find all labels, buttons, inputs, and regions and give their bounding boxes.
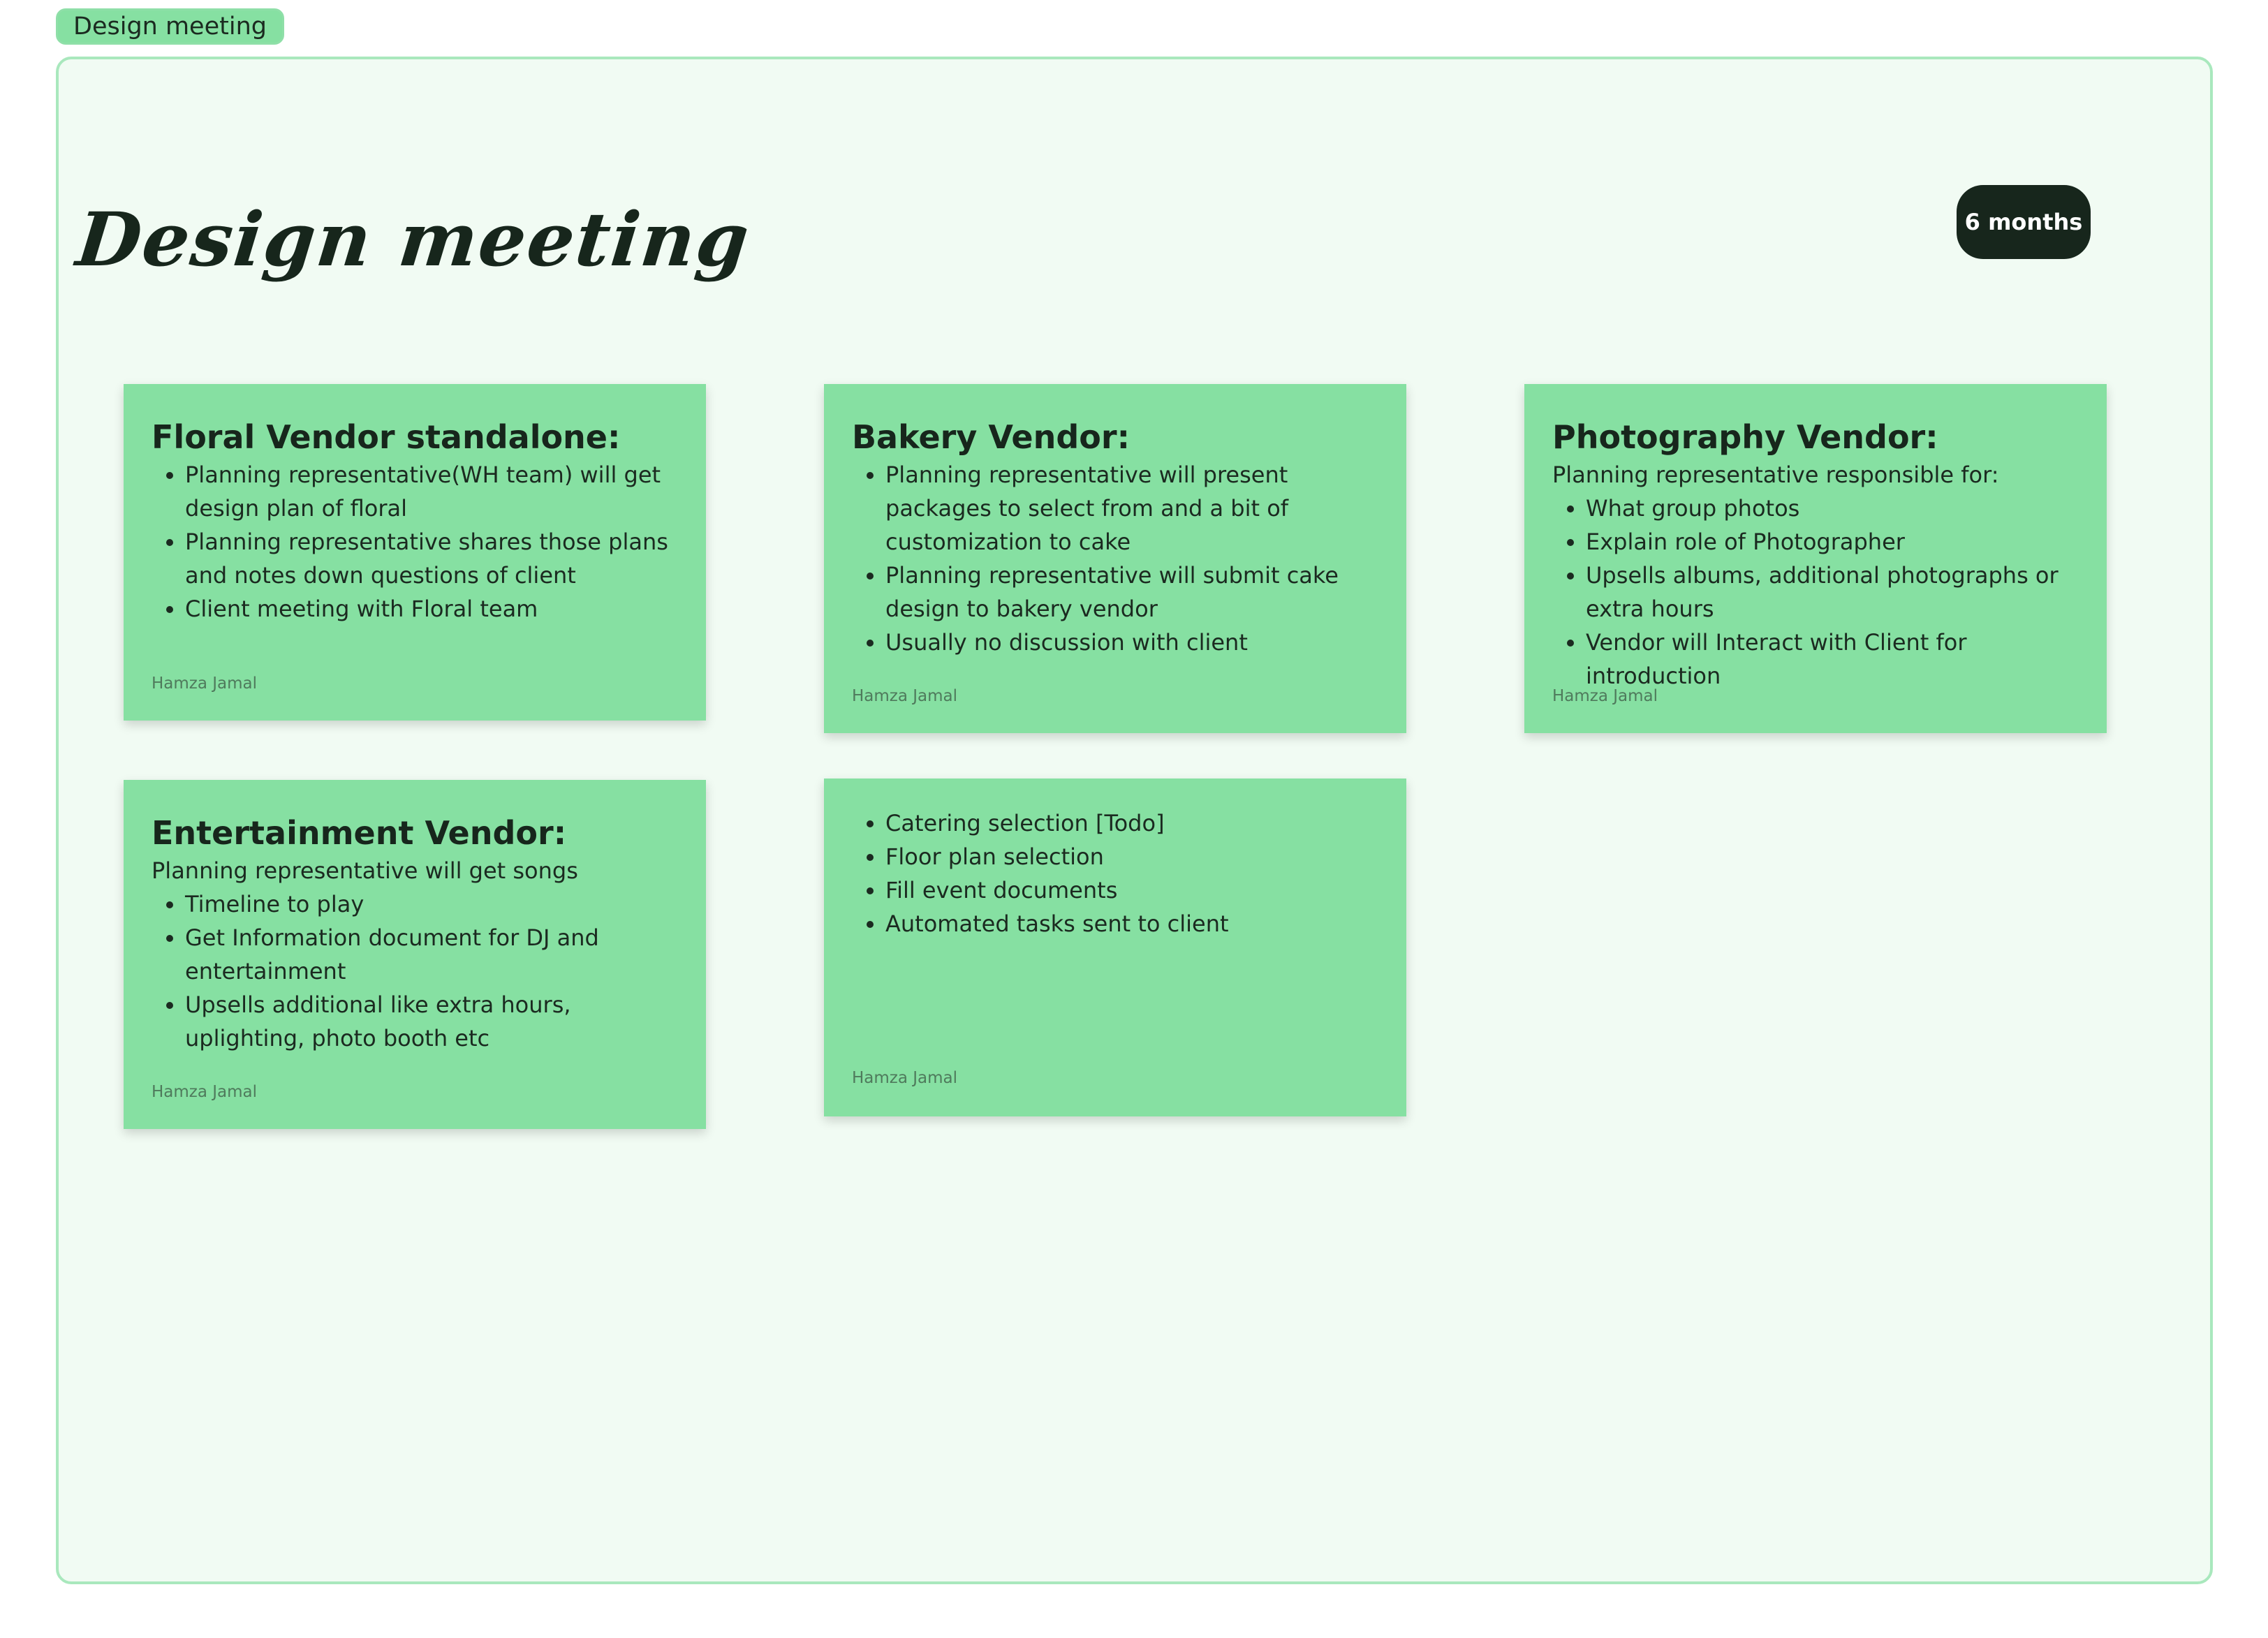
list-item: • Explain role of Photographer bbox=[1586, 525, 2079, 559]
sticky-author: Hamza Jamal bbox=[152, 1083, 258, 1101]
sticky-note-entertainment[interactable] bbox=[124, 780, 706, 1129]
list-item: • Timeline to play bbox=[185, 887, 678, 921]
list-item: • Upsells albums, additional photographs or extra hours bbox=[1586, 559, 2079, 626]
duration-badge: 6 months bbox=[1957, 185, 2091, 259]
list-item: • Planning representative will present packages to select from and a bit of customization to cake bbox=[885, 458, 1378, 559]
list-item: • Usually no discussion with client bbox=[885, 626, 1378, 659]
sticky-note-floral[interactable] bbox=[124, 384, 706, 721]
list-item: • Client meeting with Floral team bbox=[185, 592, 678, 626]
bullet-list bbox=[852, 806, 1378, 940]
board-title: Design meeting bbox=[73, 195, 754, 283]
sticky-note-bakery[interactable] bbox=[824, 384, 1406, 733]
list-item: • Floor plan selection bbox=[885, 840, 1378, 873]
sticky-author: Hamza Jamal bbox=[852, 687, 958, 705]
bullet-list bbox=[152, 887, 678, 1055]
sticky-author: Hamza Jamal bbox=[1552, 687, 1658, 705]
list-item: • Catering selection [Todo] bbox=[885, 806, 1378, 840]
list-item: • Automated tasks sent to client bbox=[885, 907, 1378, 940]
list-item: • Planning representative will submit cake design to bakery vendor bbox=[885, 559, 1378, 626]
sticky-note-photography[interactable] bbox=[1524, 384, 2107, 733]
list-item: • Vendor will Interact with Client for introduction bbox=[1586, 626, 2079, 693]
list-item: • What group photos bbox=[1586, 492, 2079, 525]
bullet-list bbox=[1552, 492, 2079, 693]
sticky-title: Entertainment Vendor: bbox=[152, 814, 567, 852]
bullet-list bbox=[152, 458, 678, 626]
section-label-tab[interactable]: Design meeting bbox=[56, 8, 284, 45]
bullet-list bbox=[852, 458, 1378, 659]
list-item: • Get Information document for DJ and entertainment bbox=[185, 921, 678, 988]
list-item: • Planning representative(WH team) will get design plan of floral bbox=[185, 458, 678, 525]
sticky-author: Hamza Jamal bbox=[852, 1069, 958, 1087]
list-item: • Fill event documents bbox=[885, 873, 1378, 907]
sticky-title: Bakery Vendor: bbox=[852, 418, 1130, 456]
sticky-intro: Planning representative will get songs bbox=[152, 857, 578, 884]
sticky-note-tasks[interactable] bbox=[824, 779, 1406, 1116]
sticky-title: Photography Vendor: bbox=[1552, 418, 1938, 456]
list-item: • Upsells additional like extra hours, uplighting, photo booth etc bbox=[185, 988, 678, 1055]
sticky-intro: Planning representative responsible for: bbox=[1552, 462, 1999, 488]
sticky-title: Floral Vendor standalone: bbox=[152, 418, 621, 456]
sticky-author: Hamza Jamal bbox=[152, 674, 258, 693]
list-item: • Planning representative shares those plans and notes down questions of client bbox=[185, 525, 678, 592]
